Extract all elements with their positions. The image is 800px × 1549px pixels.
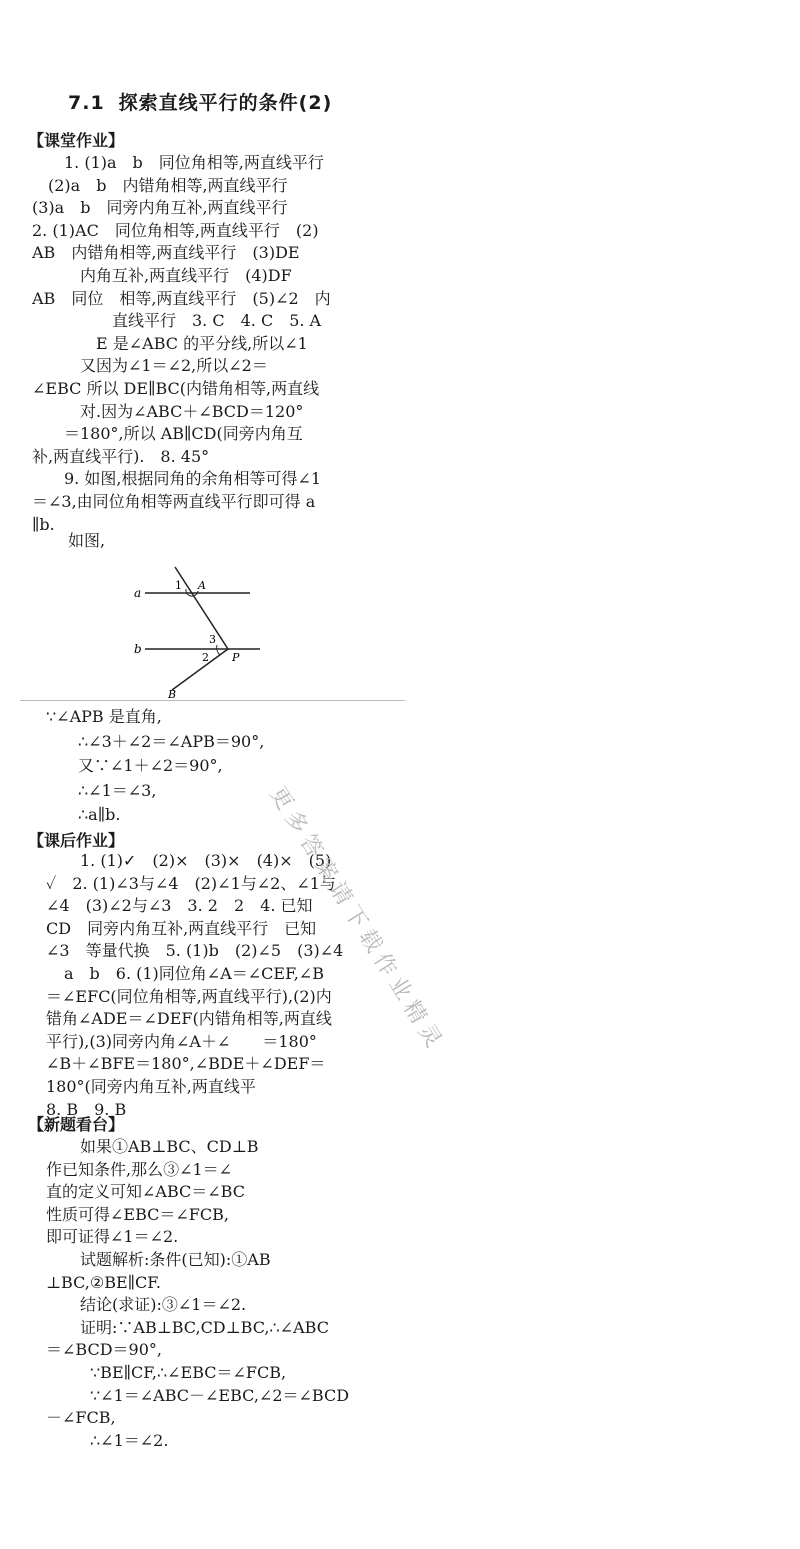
new-line: ＝∠BCD＝90°, xyxy=(46,1340,162,1360)
new-line: －∠FCB, xyxy=(46,1408,116,1428)
class-line: ＝∠3,由同位角相等两直线平行即可得 a xyxy=(32,492,316,511)
section-class-homework: 【课堂作业】 xyxy=(28,131,125,150)
label-A: A xyxy=(198,579,206,592)
after-line: CD 同旁内角互补,两直线平行 已知 xyxy=(46,918,317,938)
new-line: 证明:∵AB⊥BC,CD⊥BC,∴∠ABC xyxy=(80,1317,329,1337)
new-line: ∵∠1＝∠ABC－∠EBC,∠2＝∠BCD xyxy=(90,1385,350,1405)
proof-line: ∴∠1＝∠3, xyxy=(78,780,157,800)
section-new-questions: 【新题看台】 xyxy=(28,1115,125,1134)
class-line: 又因为∠1＝∠2,所以∠2＝ xyxy=(32,356,268,376)
class-line: ＝180°,所以 AB∥CD(同旁内角互 xyxy=(32,424,303,444)
label-P: P xyxy=(232,651,240,664)
after-line: ∠4 (3)∠2与∠3 3. 2 2 4. 已知 xyxy=(46,896,313,916)
proof-line: 又∵∠1＋∠2＝90°, xyxy=(78,756,223,775)
after-line: a b 6. (1)同位角∠A＝∠CEF,∠B xyxy=(64,964,324,983)
class-line: 补,两直线平行). 8. 45° xyxy=(32,446,210,466)
page-title xyxy=(68,88,332,115)
new-line: 如果①AB⊥BC、CD⊥B xyxy=(80,1137,259,1156)
after-line: 错角∠ADE＝∠DEF(内错角相等,两直线 xyxy=(46,1009,332,1029)
class-line: 对.因为∠ABC＋∠BCD＝120° xyxy=(32,401,304,421)
class-line: 1. (1)a b 同位角相等,两直线平行 xyxy=(64,153,324,172)
class-line: 9. 如图,根据同角的余角相等可得∠1 xyxy=(64,469,322,489)
proof-line: ∴a∥b. xyxy=(78,805,121,824)
after-line: 8. B 9. B xyxy=(46,1099,127,1119)
after-line: 平行),(3)同旁内角∠A＋∠ ＝180° xyxy=(46,1031,317,1051)
label-B: B xyxy=(168,688,177,700)
proof-line: ∵∠APB 是直角, xyxy=(46,707,162,726)
new-line: 试题解析:条件(已知):①AB xyxy=(80,1250,271,1269)
class-line: 内角互补,两直线平行 (4)DF xyxy=(32,266,292,285)
label-1: 1 xyxy=(175,579,182,592)
class-line: ∥b. xyxy=(32,514,55,534)
new-line: ∴∠1＝∠2. xyxy=(90,1430,169,1450)
class-line: E 是∠ABC 的平分线,所以∠1 xyxy=(32,333,308,353)
label-2: 2 xyxy=(202,651,209,664)
class-line: 直线平行 3. C 4. C 5. A xyxy=(32,311,322,331)
parallel-lines-figure xyxy=(120,565,290,700)
new-line: 直的定义可知∠ABC＝∠BC xyxy=(46,1182,245,1202)
divider xyxy=(20,700,405,701)
new-line: 即可证得∠1＝∠2. xyxy=(46,1227,179,1247)
class-line: ∠EBC 所以 DE∥BC(内错角相等,两直线 xyxy=(32,379,320,398)
title-text: 探索直线平行的条件(2) xyxy=(118,92,333,114)
new-line: 作已知条件,那么③∠1＝∠ xyxy=(46,1159,233,1179)
class-line: (2)a b 内错角相等,两直线平行 xyxy=(48,175,288,195)
label-3: 3 xyxy=(209,633,216,646)
right-angle-arc xyxy=(217,645,220,655)
class-line: AB 同位 相等,两直线平行 (5)∠2 内 xyxy=(32,288,331,308)
watermark-text: 更多答案请下载作业精灵 xyxy=(264,782,449,1058)
after-line: ✓ 2. (1)∠3与∠4 (2)∠1与∠2、∠1与 xyxy=(46,873,336,893)
after-line: ＝∠EFC(同位角相等,两直线平行),(2)内 xyxy=(46,986,332,1006)
after-line: ∠3 等量代换 5. (1)b (2)∠5 (3)∠4 xyxy=(46,941,344,961)
title-number: 7.1 xyxy=(68,92,105,114)
after-line: 1. (1)✓ (2)× (3)× (4)× (5) xyxy=(80,851,332,870)
new-line: 性质可得∠EBC＝∠FCB, xyxy=(46,1204,229,1224)
class-line: 2. (1)AC 同位角相等,两直线平行 (2) xyxy=(32,220,319,240)
after-line: 180°(同旁内角互补,两直线平 xyxy=(46,1077,256,1096)
label-a: a xyxy=(134,586,142,600)
label-b: b xyxy=(134,642,142,656)
new-line: ⊥BC,②BE∥CF. xyxy=(46,1272,161,1292)
section-after-class: 【课后作业】 xyxy=(28,831,125,850)
after-line: ∠B＋∠BFE＝180°,∠BDE＋∠DEF＝ xyxy=(46,1054,326,1074)
class-line: AB 内错角相等,两直线平行 (3)DE xyxy=(32,243,300,263)
figure-intro: 如图, xyxy=(68,531,106,550)
proof-line: ∴∠3＋∠2＝∠APB＝90°, xyxy=(78,731,265,751)
class-line: (3)a b 同旁内角互补,两直线平行 xyxy=(32,198,288,218)
new-line: 结论(求证):③∠1＝∠2. xyxy=(80,1295,247,1315)
new-line: ∵BE∥CF,∴∠EBC＝∠FCB, xyxy=(90,1363,287,1382)
